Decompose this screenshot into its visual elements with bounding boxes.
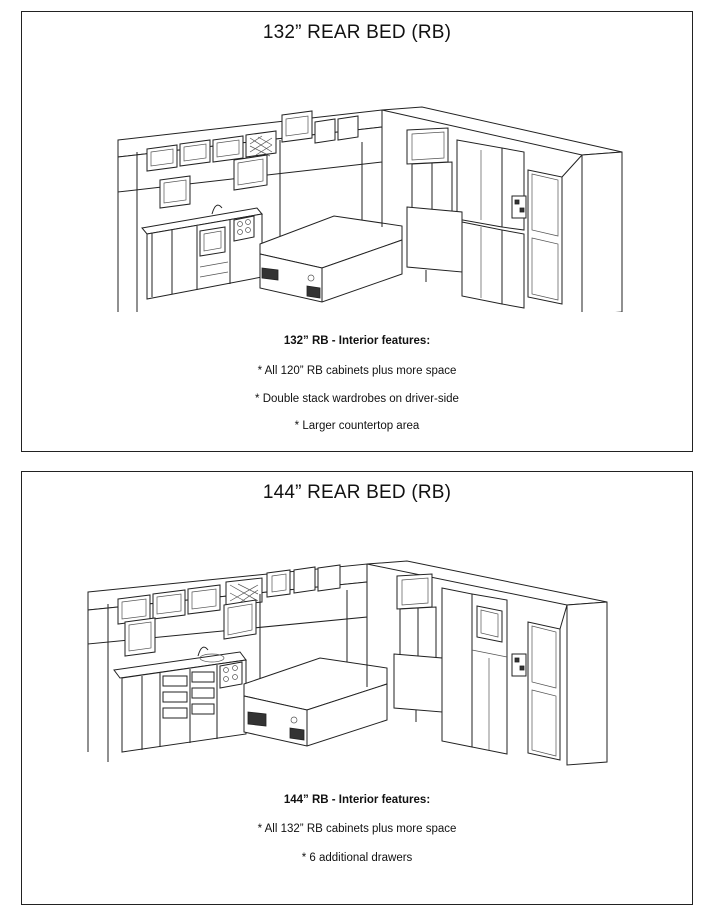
panel-title: 144” REAR BED (RB)	[262, 482, 452, 503]
feature-item: * All 120” RB cabinets plus more space	[257, 365, 457, 377]
feature-item: * Larger countertop area	[294, 420, 420, 432]
panel-title: 132” REAR BED (RB)	[262, 22, 452, 43]
interior-illustration-144rb	[22, 472, 692, 772]
layout-panel-144rb	[21, 471, 693, 905]
layout-panel-132rb	[21, 11, 693, 452]
features-heading: 144” RB - Interior features:	[283, 794, 431, 806]
feature-item: * Double stack wardrobes on driver-side	[255, 393, 459, 405]
interior-illustration-132rb	[22, 12, 692, 312]
feature-item: * 6 additional drawers	[301, 852, 413, 864]
feature-item: * All 132” RB cabinets plus more space	[257, 823, 457, 835]
features-heading: 132” RB - Interior features:	[283, 335, 431, 347]
